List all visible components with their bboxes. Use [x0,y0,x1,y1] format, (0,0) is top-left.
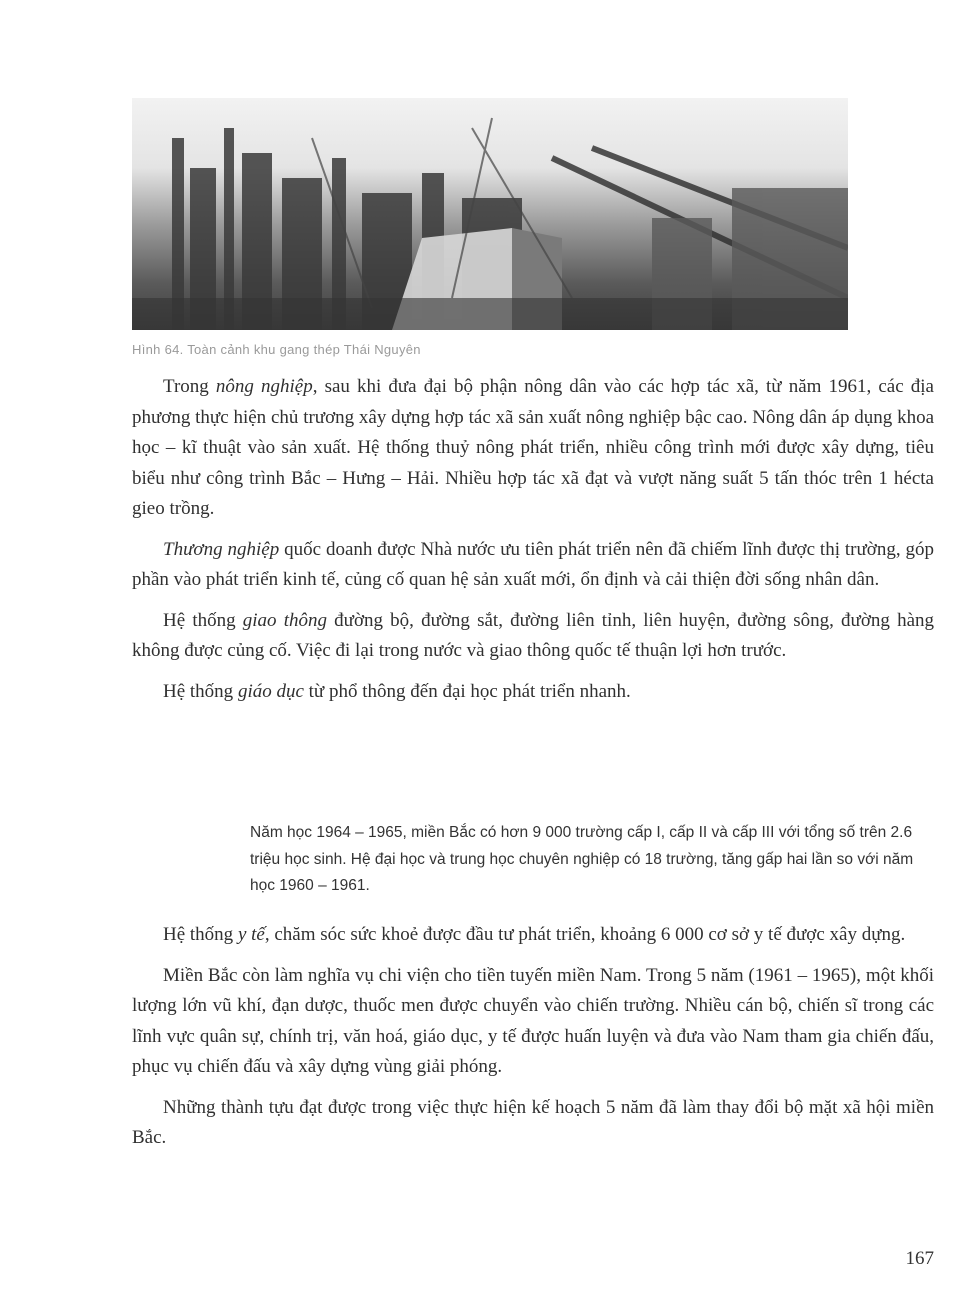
paragraph-transport: Hệ thống giao thông đường bộ, đường sắt, đường liên tỉnh, liên huyện, đường sông, đường hàng không được củng cố. Việc đi lại trong nước và giao thông quốc tế thuận lợi hơn trước. [132,609,935,661]
paragraph-commerce: Thương nghiệp quốc doanh được Nhà nước ưu tiên phát triển nên đã chiếm lĩnh được thị trường, góp phần vào phát triển kinh tế, củng cố quan hệ sản xuất mới, ổn định và cải thiện đời sống nhân dân. [132,538,934,590]
body-text-continued [132,920,934,1164]
body-text [132,372,934,717]
page-number: 167 [905,1248,934,1269]
paragraph-support-south: Miền Bắc còn làm nghĩa vụ chi viện cho tiền tuyến miền Nam. Trong 5 năm (1961 – 1965), một khối lượng lớn vũ khí, đạn dược, thuốc men được chuyển vào chiến trường. Nhiều cán bộ, chiến sĩ trong các lĩnh vực quân sự, chính trị, văn hoá, giáo dục, y tế được huấn luyện và đưa vào Nam tham gia chiến đấu, phục vụ chiến đấu và xây dựng vùng giải phóng. [132,964,934,1077]
paragraph-achievements: Những thành tựu đạt được trong việc thực hiện kế hoạch 5 năm đã làm thay đổi bộ mặt xã hội miền Bắc. [132,1096,934,1148]
paragraph-agriculture: Trong nông nghiệp, sau khi đưa đại bộ phận nông dân vào các hợp tác xã, từ năm 1961, các địa phương thực hiện chủ trương xây dựng hợp tác xã sản xuất nông nghiệp bậc cao. Nông dân áp dụng khoa học – kĩ thuật vào sản xuất. Hệ thống thuỷ nông phát triển, nhiều công trình mới được xây dựng, tiêu biểu như công trình Bắc – Hưng – Hải. Nhiều hợp tác xã đạt và vượt năng suất 5 tấn thóc trên 1 hécta gieo trồng. [132,376,934,519]
factory-photo-icon [132,98,848,330]
paragraph-education: Hệ thống giáo dục từ phổ thông đến đại học phát triển nhanh. [163,680,631,702]
figure-caption: Hình 64. Toàn cảnh khu gang thép Thái Nguyên [132,342,421,357]
paragraph-health: Hệ thống y tế, chăm sóc sức khoẻ được đầu tư phát triển, khoảng 6 000 cơ sở y tế được xây dựng. [163,924,906,945]
factory-illustration [132,98,848,330]
education-statistics-note: Năm học 1964 – 1965, miền Bắc có hơn 9 000 trường cấp I, cấp II và cấp III với tổng số trên 2.6 triệu học sinh. Hệ đại học và trung học chuyên nghiệp có 18 trường, tăng gấp hai lần so với năm học 1960 – 1961. [250,824,914,894]
